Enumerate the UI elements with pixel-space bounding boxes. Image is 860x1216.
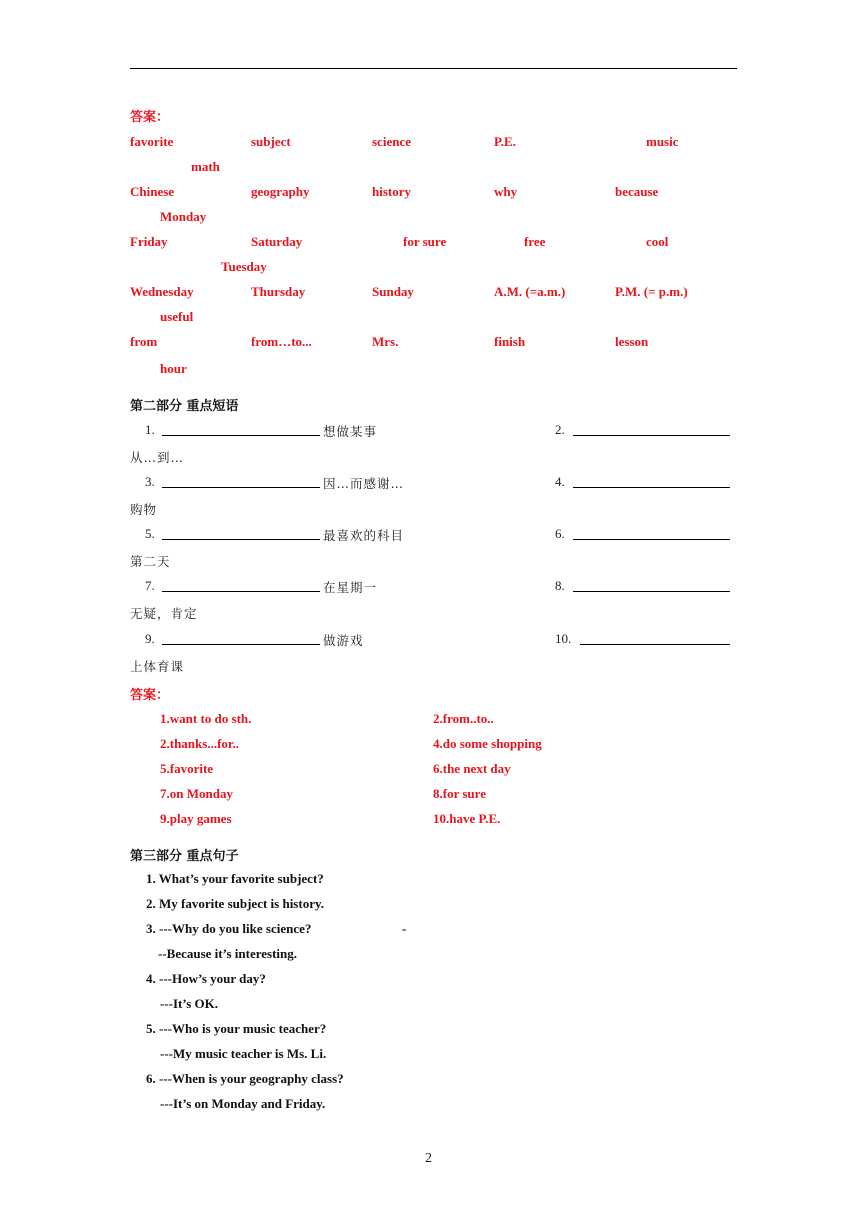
- sentence-line: 4. ---How’s your day?: [146, 971, 266, 986]
- vocab-word: Mrs.: [372, 334, 399, 349]
- vocab-word: favorite: [130, 134, 174, 149]
- vocab-word: geography: [251, 184, 310, 199]
- vocab-word: A.M. (=a.m.): [494, 284, 566, 299]
- phrase-answer: 4.do some shopping: [433, 736, 542, 751]
- phrase-answer: 2.thanks...for..: [160, 736, 239, 751]
- answer-blank: [162, 487, 320, 488]
- phrase-hint: 最喜欢的科目: [323, 528, 405, 543]
- phrase-hint: 因…而感谢…: [323, 476, 405, 491]
- item-number: 1.: [145, 422, 155, 437]
- vocab-word: cool: [646, 234, 669, 249]
- vocab-word: Tuesday: [221, 259, 267, 274]
- vocab-word: because: [615, 184, 659, 199]
- vocab-word: Saturday: [251, 234, 303, 249]
- sentence-line: 2. My favorite subject is history.: [146, 896, 325, 911]
- section-title: 第三部分 重点句子: [130, 849, 239, 864]
- vocab-word: useful: [160, 309, 194, 324]
- vocab-word: music: [646, 134, 679, 149]
- phrase-answer: 8.for sure: [433, 786, 486, 801]
- phrase-hint: 做游戏: [323, 633, 364, 648]
- vocab-word: from: [130, 334, 158, 349]
- vocab-word: science: [372, 134, 411, 149]
- item-number: 4.: [555, 474, 565, 489]
- vocab-word: Sunday: [372, 284, 414, 299]
- sentence-line: ---My music teacher is Ms. Li.: [160, 1046, 327, 1061]
- vocab-word: P.M. (= p.m.): [615, 284, 688, 299]
- sentence-line: 6. ---When is your geography class?: [146, 1071, 344, 1086]
- sentence-line: ---It’s OK.: [160, 996, 219, 1011]
- answer-blank: [162, 644, 320, 645]
- header-rule: [130, 68, 737, 69]
- answer-blank: [162, 539, 320, 540]
- phrase-answer: 7.on Monday: [160, 786, 233, 801]
- answer-blank: [573, 591, 730, 592]
- phrase-answer: 2.from..to..: [433, 711, 494, 726]
- sentence-line: 3. ---Why do you like science?: [146, 921, 312, 936]
- answer-blank: [162, 435, 320, 436]
- answer-blank: [573, 487, 730, 488]
- vocab-word: Chinese: [130, 184, 175, 199]
- vocab-word: free: [524, 234, 546, 249]
- phrase-hint: 在星期一: [323, 580, 378, 595]
- item-number: 6.: [555, 526, 565, 541]
- vocab-word: finish: [494, 334, 526, 349]
- phrase-hint: 从…到…: [130, 450, 185, 465]
- vocab-word: Thursday: [251, 284, 306, 299]
- vocab-word: Friday: [130, 234, 168, 249]
- item-number: 5.: [145, 526, 155, 541]
- vocab-word: history: [372, 184, 411, 199]
- sentence-line: 5. ---Who is your music teacher?: [146, 1021, 327, 1036]
- vocab-word: from…to...: [251, 334, 312, 349]
- phrase-hint: 购物: [130, 502, 158, 517]
- vocab-word: subject: [251, 134, 291, 149]
- phrase-answer: 1.want to do sth.: [160, 711, 252, 726]
- phrase-hint: 上体育课: [130, 659, 185, 674]
- vocab-word: hour: [160, 361, 187, 376]
- vocab-word: math: [191, 159, 220, 174]
- vocab-word: why: [494, 184, 518, 199]
- vocab-word: for sure: [403, 234, 447, 249]
- sentence-line: --Because it’s interesting.: [158, 946, 298, 961]
- item-number: 3.: [145, 474, 155, 489]
- phrase-answer: 6.the next day: [433, 761, 511, 776]
- vocab-word: Wednesday: [130, 284, 194, 299]
- item-number: 8.: [555, 578, 565, 593]
- sentence-line: ---It’s on Monday and Friday.: [160, 1096, 326, 1111]
- sentence-line: 1. What’s your favorite subject?: [146, 871, 324, 886]
- answer-label: 答案：: [130, 109, 170, 124]
- answer-blank: [573, 539, 730, 540]
- phrase-answer: 10.have P.E.: [433, 811, 501, 826]
- phrase-answer: 5.favorite: [160, 761, 214, 776]
- sentence-line: -: [402, 921, 407, 936]
- item-number: 10.: [555, 631, 572, 646]
- phrase-answer: 9.play games: [160, 811, 232, 826]
- phrase-hint: 无疑，肯定: [130, 606, 198, 621]
- answer-blank: [573, 435, 730, 436]
- page-number: 2: [425, 1151, 432, 1166]
- answer-blank: [162, 591, 320, 592]
- answer-label: 答案：: [130, 687, 170, 702]
- item-number: 9.: [145, 631, 155, 646]
- answer-blank: [580, 644, 730, 645]
- item-number: 7.: [145, 578, 155, 593]
- section-title: 第二部分 重点短语: [130, 399, 239, 414]
- vocab-word: Monday: [160, 209, 207, 224]
- phrase-hint: 第二天: [130, 554, 171, 569]
- vocab-word: P.E.: [494, 134, 516, 149]
- vocab-word: lesson: [615, 334, 649, 349]
- phrase-hint: 想做某事: [323, 424, 378, 439]
- item-number: 2.: [555, 422, 565, 437]
